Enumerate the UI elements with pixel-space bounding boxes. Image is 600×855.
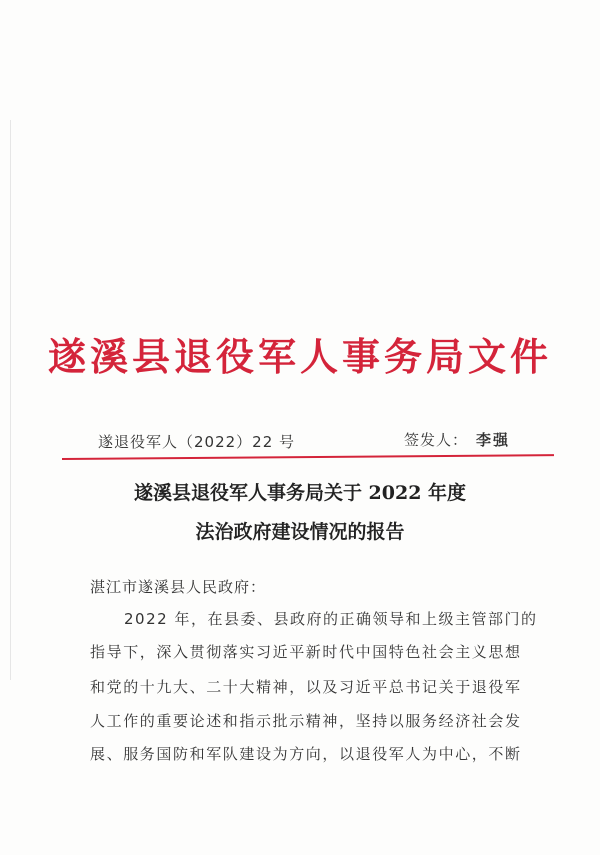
body-text-line: 指导下，深入贯彻落实习近平新时代中国特色社会主义思想 [90, 643, 522, 661]
red-separator-line [62, 454, 554, 460]
body-text-line: 人工作的重要论述和指示批示精神，坚持以服务经济社会发 [90, 712, 522, 730]
body-text-line: 2022 年，在县委、县政府的正确领导和上级主管部门的 [124, 610, 538, 628]
scan-edge-mark [10, 120, 11, 680]
signer-label: 签发人： [404, 431, 469, 449]
signer-block [404, 429, 510, 450]
body-text-line: 和党的十九大、二十大精神，以及习近平总书记关于退役军 [90, 678, 522, 696]
body-text-line: 展、服务国防和军队建设为方向，以退役军人为中心，不断 [90, 745, 522, 763]
signer-name: 李强 [476, 431, 511, 449]
addressee: 湛江市遂溪县人民政府： [90, 578, 267, 596]
report-title-line-1: 遂溪县退役军人事务局关于 2022 年度 [133, 482, 467, 504]
document-number: 遂退役军人（2022）22 号 [98, 433, 296, 451]
report-title-line-2: 法治政府建设情况的报告 [195, 521, 405, 543]
issuer-heading: 遂溪县退役军人事务局文件 [47, 334, 552, 379]
